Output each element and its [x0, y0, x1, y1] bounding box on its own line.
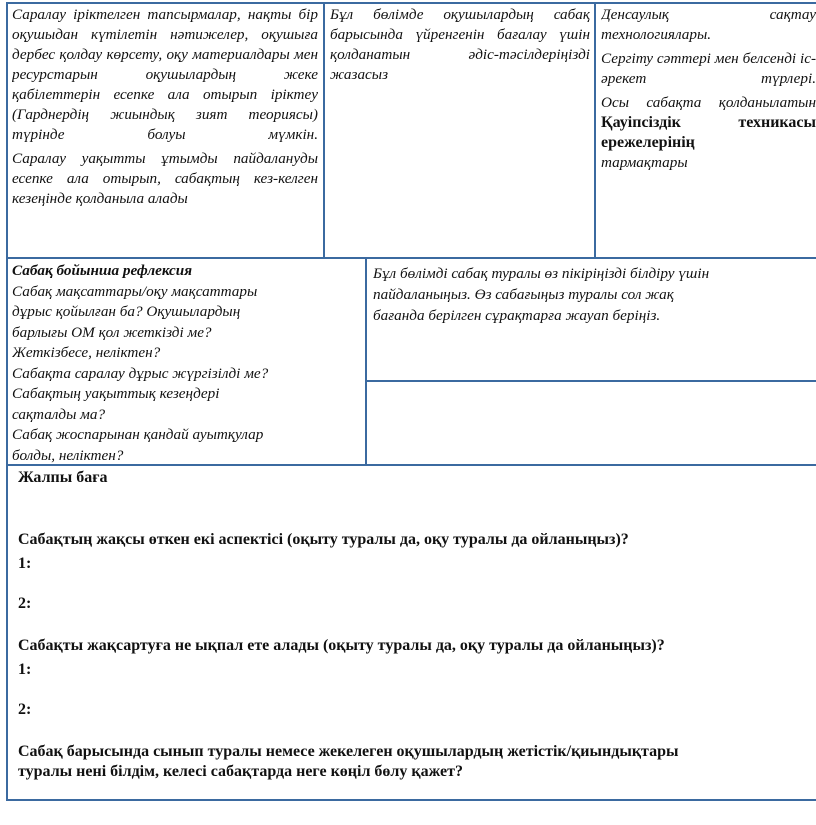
used-in-lesson-text: Осы сабақта қолданылатын [601, 94, 816, 111]
assessment-cell [330, 5, 590, 255]
divider-top-col2 [594, 2, 596, 257]
summary-question-3-line-2: туралы нені білдім, келесі сабақтарда неге көңіл бөлу қажет? [18, 763, 463, 780]
summary-q2-answer-2[interactable]: 2: [18, 701, 32, 718]
summary-title: Жалпы баға [18, 469, 108, 486]
health-cell [601, 5, 816, 255]
summary-q1-answer-1[interactable]: 1: [18, 555, 32, 572]
differentiation-text: Саралау іріктелген тапсырмалар, нақты бір оқушыдан күтілетін нәтижелер, оқушыға дербес қолдау көрсету, оқу материалдары мен ресурстарын оқушылардың жеке қабілеттерін есепке ала отырып іріктеу (Гарднердің жиындық зият теориясы) түрінде болуы мүмкін. [12, 6, 318, 143]
reflection-cell [12, 261, 362, 463]
reflection-line: сақталды ма? [12, 405, 106, 423]
reflection-line: Сабақ жоспарынан қандай ауытқулар [12, 426, 264, 443]
summary-question-3-line-1: Сабақ барысында сынып туралы немесе жекелеген оқушылардың жетістік/қиындықтары [18, 743, 679, 760]
reflection-line: Сабақ мақсаттары/оқу мақсаттары [12, 282, 258, 300]
reflection-instructions-line: Бұл бөлімді сабақ туралы өз пікіріңізді білдіру үшін [373, 265, 710, 282]
refresh-moments-text: Сергіту сәттері мен белсенді іс-әрекет түрлері. [601, 50, 816, 87]
summary-question-1: Сабақтың жақсы өткен екі аспектісі (оқыту туралы да, оқу туралы да ойланыңыз)? [18, 531, 629, 548]
reflection-instructions-line: бағанда берілген сұрақтарға жауап беріңіз. [373, 307, 661, 324]
clauses-text: тармақтары [601, 154, 688, 171]
reflection-line: дұрыс қойылған ба? Оқушылардың [12, 303, 241, 320]
safety-rules-text: Қауіпсіздік техникасы ережелерінің [601, 114, 816, 151]
assessment-text: Бұл бөлімде оқушылардың сабақ барысында үйренгенін бағалау үшін қолданатын әдіс-тәсілдеріңізді жазасыз [330, 6, 590, 83]
reflection-instructions-cell [373, 263, 815, 378]
reflection-line: болды, неліктен? [12, 446, 124, 463]
health-tech-text: Денсаулық сақтау технологиялары. [601, 6, 816, 43]
reflection-instructions-line: пайдаланыңыз. Өз сабағыңыз туралы сол жақ [373, 286, 674, 303]
divider-row1 [6, 257, 816, 259]
reflection-line: Сабақта саралау дұрыс жүргізілді ме? [12, 364, 269, 382]
reflection-line: Жеткізбесе, неліктен? [12, 344, 161, 361]
differentiation-time-text: Саралау уақытты ұтымды пайдалануды есепке ала отырып, сабақтың кез-келген кезеңінде қолданыла алады [12, 150, 318, 207]
summary-cell [18, 466, 814, 796]
reflection-answer-cell[interactable] [367, 382, 816, 464]
reflection-title: Сабақ бойынша рефлексия [12, 262, 193, 279]
summary-q1-answer-2[interactable]: 2: [18, 595, 32, 612]
summary-q2-answer-1[interactable]: 1: [18, 661, 32, 678]
reflection-line: барлығы ОМ қол жеткізді ме? [12, 323, 212, 341]
divider-top-col1 [323, 2, 325, 257]
summary-question-2: Сабақты жақсартуға не ықпал ете алады (оқыту туралы да, оқу туралы да ойланыңыз)? [18, 637, 665, 654]
reflection-line: Сабақтың уақыттық кезеңдері [12, 385, 220, 402]
safety-rules-wrapper [601, 113, 816, 153]
differentiation-cell [12, 5, 318, 255]
